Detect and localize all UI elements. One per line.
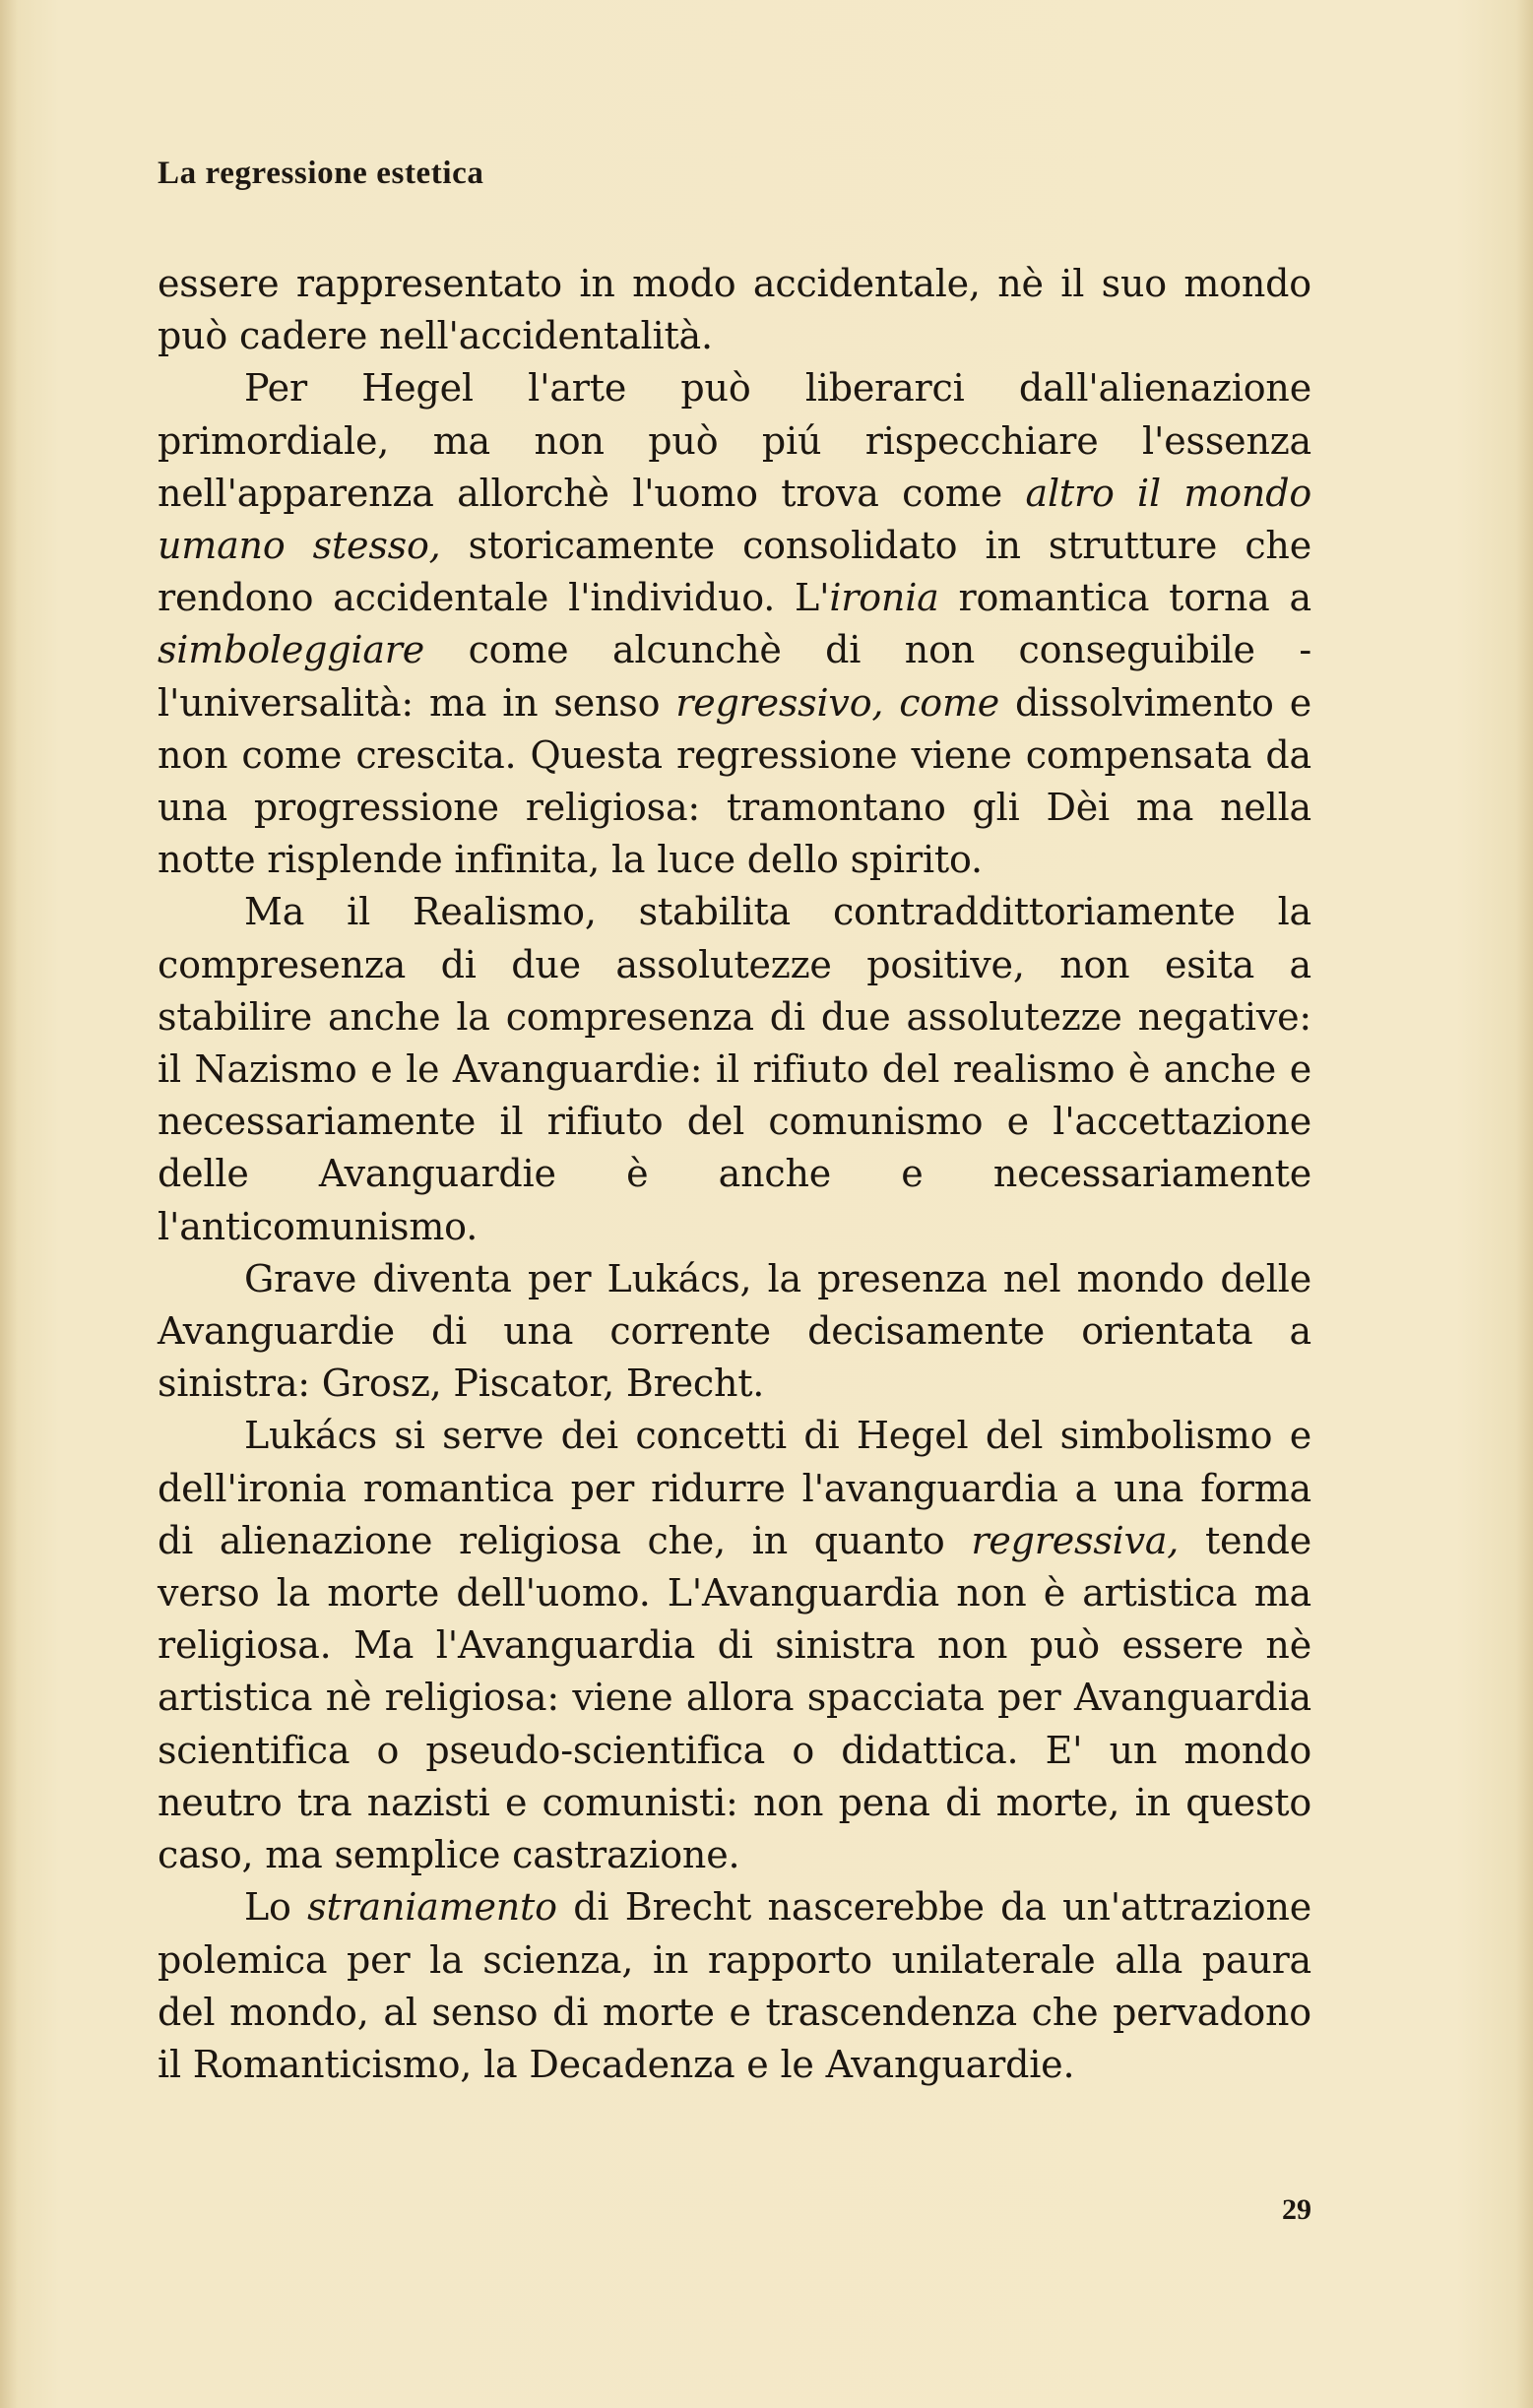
italic-phrase: ironia <box>829 576 939 620</box>
body-text <box>158 258 1311 2091</box>
italic-phrase: straniamento <box>307 1885 557 1930</box>
running-head-title: La regressione estetica <box>158 156 484 191</box>
italic-phrase: altro il mondo umano stesso, <box>158 471 1311 568</box>
paragraph-4: Grave diventa per Lukács, la presenza nel mondo delle Avanguardie di una corrente decisamente orientata a sinistra: Grosz, Piscator, Brecht. <box>158 1256 1311 1406</box>
italic-phrase: regressivo, come <box>675 680 1000 725</box>
italic-phrase: simboleggiare <box>158 628 425 672</box>
text-run: tende verso la morte dell'uomo. L'Avanguardia non è artistica ma religiosa. Ma l'Avanguardia di sinistra non può essere nè artistica nè religiosa: viene allora spacciata per Avanguardia scientifica o pseudo-scientifica o didattica. E' un mondo neutro tra nazisti e comunisti: non pena di morte, in questo caso, ma semplice castrazione. <box>158 1518 1312 1877</box>
text-run: romantica torna a <box>938 576 1311 620</box>
italic-phrase: regressiva, <box>971 1518 1180 1562</box>
text-run: dissolvimento e non come crescita. Questa regressione viene compensata da una progressione religiosa: tramontano gli Dèi ma nella notte risplende infinita, la luce dello spirito. <box>158 680 1311 882</box>
paragraph-1: essere rappresentato in modo accidentale, nè il suo mondo può cadere nell'accidentalità. <box>158 262 1311 358</box>
paragraph-3: Ma il Realismo, stabilita contraddittoriamente la compresenza di due assolutezze positive, non esita a stabilire anche la compresenza di due assolutezze negative: il Nazismo e le Avanguardie: il rifiuto del realismo è anche e necessariamente il rifiuto del comunismo e l'accettazione delle Avanguardie è anche e necessariamente l'anticomunismo. <box>158 890 1311 1248</box>
text-run: storicamente consolidato in strutture che rendono accidentale l'individuo. L' <box>158 524 1311 620</box>
paragraph-6 <box>158 1881 1311 2091</box>
paragraph-2 <box>158 362 1311 886</box>
text-run: come alcunchè di non conseguibile - l'universalità: ma in senso <box>158 628 1311 725</box>
text-run: Per Hegel l'arte può liberarci dall'alienazione primordiale, ma non può piú rispecchiare l'essenza nell'apparenza allorchè l'uomo trova come <box>158 366 1311 515</box>
text-run: Lo <box>244 1885 308 1930</box>
paragraph-5 <box>158 1410 1311 1881</box>
text-run: di Brecht nascerebbe da un'attrazione polemica per la scienza, in rapporto unilaterale alla paura del mondo, al senso di morte e trascendenza che pervadono il Romanticismo, la Decadenza e le Avanguardie. <box>158 1885 1312 2086</box>
page-number: 29 <box>1282 2193 1311 2226</box>
text-run: Lukács si serve dei concetti di Hegel del simbolismo e dell'ironia romantica per ridurre l'avanguardia a una forma di alienazione religiosa che, in quanto <box>158 1414 1311 1562</box>
